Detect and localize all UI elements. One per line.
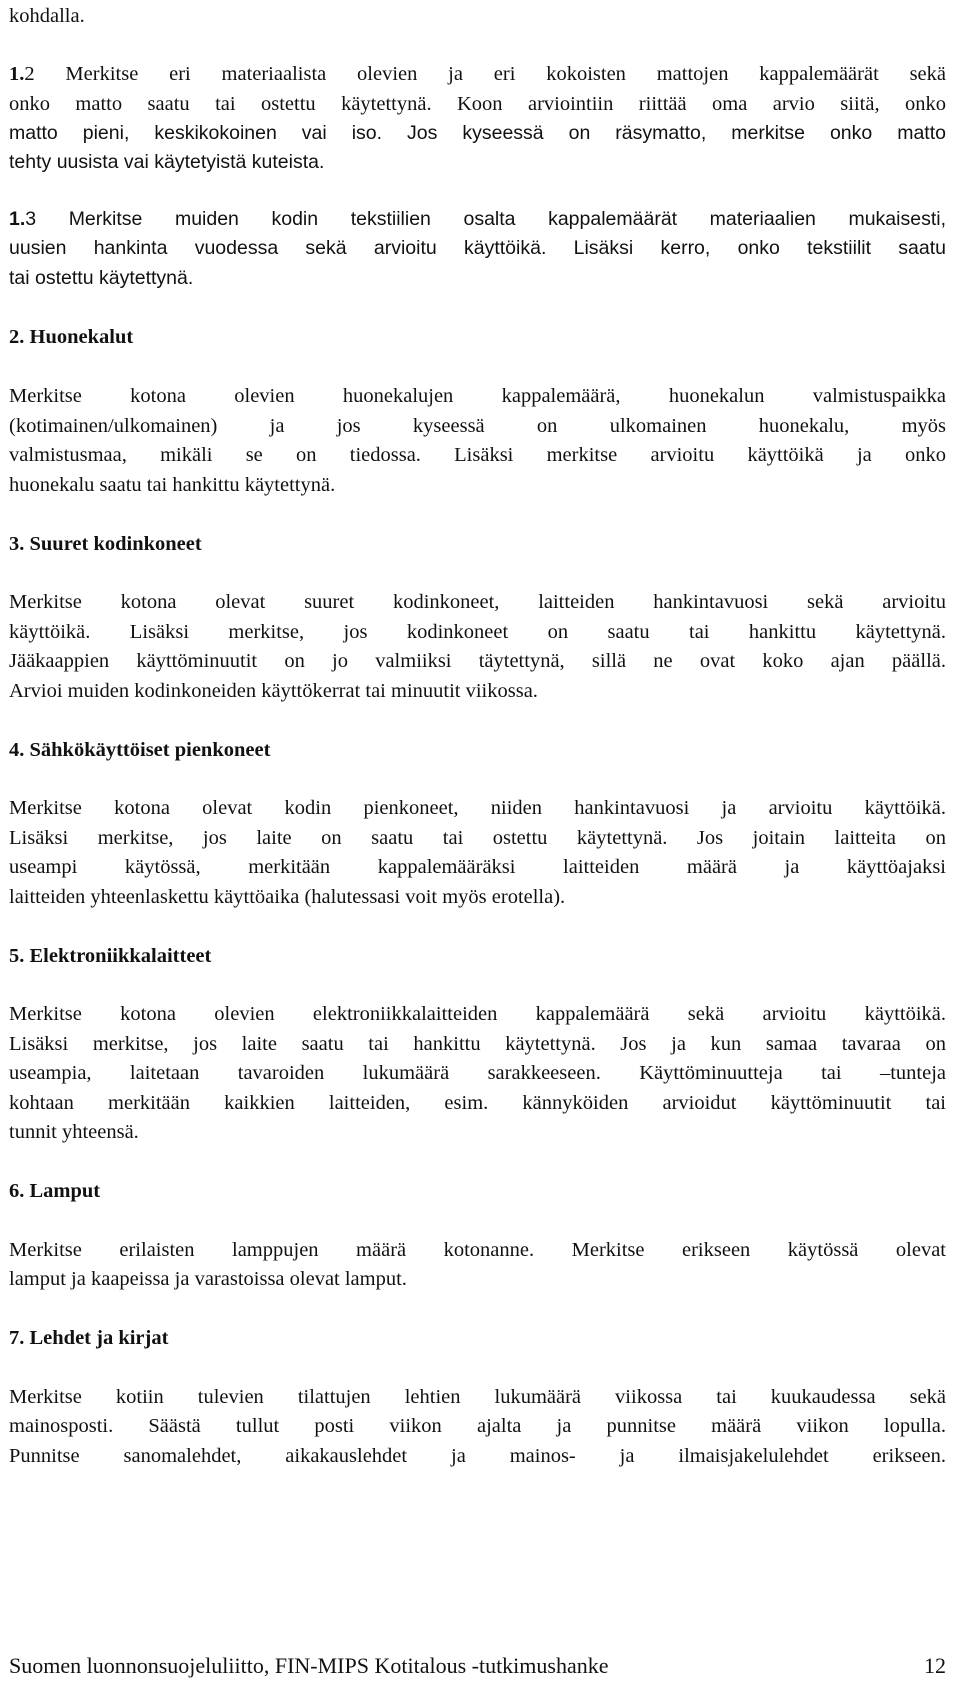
page-footer [9, 1653, 946, 1679]
paragraph-line: Punnitse sanomalehdet, aikakauslehdet ja mainos- ja ilmaisjakelulehdet erikseen. [9, 1445, 946, 1467]
section-1-2-line-1: 1.2 Merkitse eri materiaalista olevien ja eri kokoisten mattojen kappalemäärät sekä [9, 63, 946, 85]
paragraph-line: huonekalu saatu tai hankittu käytettynä. [9, 474, 336, 496]
paragraph-line: Merkitse kotona olevien huonekalujen kappalemäärä, huonekalun valmistuspaikka [9, 385, 946, 407]
paragraph-line: useampi käytössä, merkitään kappalemääräksi laitteiden määrä ja käyttöajaksi [9, 856, 946, 878]
paragraph-line: lamput ja kaapeissa ja varastoissa olevat lamput. [9, 1268, 407, 1290]
paragraph-line: mainosposti. Säästä tullut posti viikon ajalta ja punnitse määrä viikon lopulla. [9, 1415, 946, 1437]
paragraph-line: (kotimainen/ulkomainen) ja jos kyseessä on ulkomainen huonekalu, myös [9, 415, 946, 437]
heading-lamput: 6. Lamput [9, 1180, 101, 1202]
text-line: kohdalla. [9, 5, 85, 27]
page-number: 12 [924, 1653, 946, 1678]
paragraph-line: Merkitse kotona olevat kodin pienkoneet, niiden hankintavuosi ja arvioitu käyttöikä. [9, 797, 946, 819]
paragraph-line: Lisäksi merkitse, jos laite saatu tai hankittu käytettynä. Jos ja kun samaa tavaraa on [9, 1033, 946, 1055]
paragraph-line: Merkitse erilaisten lamppujen määrä kotonanne. Merkitse erikseen käytössä olevat [9, 1239, 946, 1261]
paragraph-line: tunnit yhteensä. [9, 1121, 139, 1143]
section-number: 1. [9, 63, 25, 85]
paragraph-line: Lisäksi merkitse, jos laite on saatu tai ostettu käytettynä. Jos joitain laitteita on [9, 827, 946, 849]
paragraph-line: käyttöikä. Lisäksi merkitse, jos kodinkoneet on saatu tai hankittu käytettynä. [9, 621, 946, 643]
paragraph-line: Jääkaappien käyttöminuutit on jo valmiiksi täytettynä, sillä ne ovat koko ajan päällä. [9, 650, 946, 672]
section-1-3-line-2: uusien hankinta vuodessa sekä arvioitu käyttöikä. Lisäksi kerro, onko tekstiilit saatu [9, 237, 946, 259]
section-1-3-line-3: tai ostettu käytettynä. [9, 267, 194, 289]
section-1-2-line-3: matto pieni, keskikokoinen vai iso. Jos kyseessä on räsymatto, merkitse onko matto [9, 122, 946, 144]
heading-huonekalut: 2. Huonekalut [9, 326, 134, 348]
paragraph-line: valmistusmaa, mikäli se on tiedossa. Lisäksi merkitse arvioitu käyttöikä ja onko [9, 444, 946, 466]
paragraph-line: laitteiden yhteenlaskettu käyttöaika (halutessasi voit myös erotella). [9, 886, 566, 908]
paragraph-line: Merkitse kotona olevat suuret kodinkoneet, laitteiden hankintavuosi sekä arvioitu [9, 591, 946, 613]
heading-elektroniikkalaitteet: 5. Elektroniikkalaitteet [9, 945, 212, 967]
paragraph-line: Merkitse kotiin tulevien tilattujen lehtien lukumäärä viikossa tai kuukaudessa sekä [9, 1386, 946, 1408]
heading-lehdet-ja-kirjat: 7. Lehdet ja kirjat [9, 1327, 169, 1349]
heading-pienkoneet: 4. Sähkökäyttöiset pienkoneet [9, 739, 271, 761]
paragraph-line: Merkitse kotona olevien elektroniikkalaitteiden kappalemäärä sekä arvioitu käyttöikä. [9, 1003, 946, 1025]
paragraph-line: useampia, laitetaan tavaroiden lukumäärä sarakkeeseen. Käyttöminuutteja tai –tunteja [9, 1062, 946, 1084]
paragraph-line: kohtaan merkitään kaikkien laitteiden, esim. kännyköiden arvioidut käyttöminuutit tai [9, 1092, 946, 1114]
section-number: 1. [9, 208, 26, 230]
section-1-2-line-4: tehty uusista vai käytetyistä kuteista. [9, 151, 325, 173]
section-1-3-line-1: 1.3 Merkitse muiden kodin tekstiilien osalta kappalemäärät materiaalien mukaisesti, [9, 208, 946, 230]
section-1-2-line-2: onko matto saatu tai ostettu käytettynä. Koon arviointiin riittää oma arvio siitä, onko [9, 93, 946, 115]
heading-suuret-kodinkoneet: 3. Suuret kodinkoneet [9, 533, 202, 555]
footer-text: Suomen luonnonsuojeluliitto, FIN-MIPS Kotitalous -tutkimushanke [9, 1653, 609, 1678]
paragraph-line: Arvioi muiden kodinkoneiden käyttökerrat tai minuutit viikossa. [9, 680, 538, 702]
